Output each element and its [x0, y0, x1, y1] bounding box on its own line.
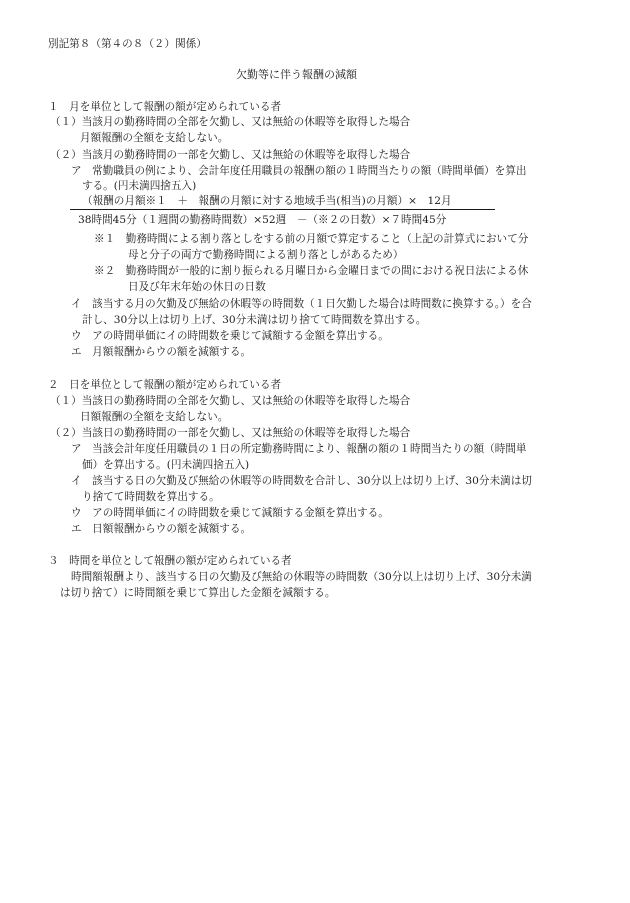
- section-heading: ３ 時間を単位として報酬の額が定められている者: [48, 555, 292, 567]
- item-a-line-1: ア 当該会計年度任用職員の１日の所定勤務時間により、報酬の額の１時間当たりの額（時間単: [71, 443, 527, 455]
- item-u: ウ アの時間単価にイの時間数を乗じて減額する金額を算出する。: [71, 507, 389, 519]
- formula-numerator: （報酬の月額※１ ＋ 報酬の月額に対する地域手当(相当)の月額）× 12月: [82, 195, 452, 207]
- document-title: 欠勤等に伴う報酬の減額: [236, 68, 357, 81]
- paragraph-heading: （２）当該月の勤務時間の一部を欠勤し、又は無給の休暇等を取得した場合: [50, 149, 411, 161]
- section-body-line-1: 時間額報酬より、該当する日の欠勤及び無給の休暇等の時間数（30分以上は切り上げ、30分未満: [71, 571, 532, 583]
- item-a-line-2: する。(円未満四捨五入): [82, 180, 197, 192]
- item-e: エ 月額報酬からウの額を減額する。: [71, 346, 252, 358]
- fraction-bar: [70, 209, 495, 210]
- paragraph-body: 日額報酬の全額を支給しない。: [80, 411, 229, 423]
- paragraph-heading: （２）当該日の勤務時間の一部を欠勤し、又は無給の休暇等を取得した場合: [50, 427, 411, 439]
- item-i-line-2: り捨てて時間数を算出する。: [82, 491, 220, 503]
- formula-denominator: 38時間45分（１週間の勤務時間数）×52週 －（※２の日数）×７時間45分: [78, 214, 447, 226]
- paragraph-heading: （１）当該月の勤務時間の全部を欠勤し、又は無給の休暇等を取得した場合: [50, 116, 411, 128]
- item-i-line-2: 計し、30分以上は切り上げ、30分未満は切り捨てて時間数を算出する。: [82, 314, 427, 326]
- item-a-line-2: 価）を算出する。(円未満四捨五入): [82, 459, 250, 471]
- item-i-line-1: イ 該当する日の欠勤及び無給の休暇等の時間数を合計し、30分以上は切り上げ、30分未満は切: [71, 475, 532, 487]
- item-e: エ 日額報酬からウの額を減額する。: [71, 523, 252, 535]
- section-body-line-2: は切り捨て）に時間額を乗じて算出した金額を減額する。: [60, 587, 336, 599]
- item-i-line-1: イ 該当する月の欠勤及び無給の休暇等の時間数（１日欠勤した場合は時間数に換算する。）を合: [71, 298, 532, 310]
- section-heading: １ 月を単位として報酬の額が定められている者: [48, 101, 282, 113]
- note-2-line-2: 日及び年末年始の休日の日数: [128, 281, 266, 293]
- item-a-line-1: ア 常勤職員の例により、会計年度任用職員の報酬の額の１時間当たりの額（時間単価）を算出: [71, 165, 527, 177]
- paragraph-heading: （１）当該日の勤務時間の全部を欠勤し、又は無給の休暇等を取得した場合: [50, 395, 411, 407]
- item-u: ウ アの時間単価にイの時間数を乗じて減額する金額を算出する。: [71, 330, 389, 342]
- annex-header: 別記第８（第４の８（２）関係）: [48, 38, 207, 50]
- section-heading: ２ 日を単位として報酬の額が定められている者: [48, 379, 282, 391]
- note-2-line-1: ※２ 勤務時間が一般的に割り振られる月曜日から金曜日までの間における祝日法による休: [94, 265, 529, 277]
- note-1-line-2: 母と分子の両方で勤務時間による割り落としがあるため）: [128, 249, 404, 261]
- note-1-line-1: ※１ 勤務時間による割り落としをする前の月額で算定すること（上記の計算式において分: [94, 233, 529, 245]
- paragraph-body: 月額報酬の全額を支給しない。: [80, 132, 229, 144]
